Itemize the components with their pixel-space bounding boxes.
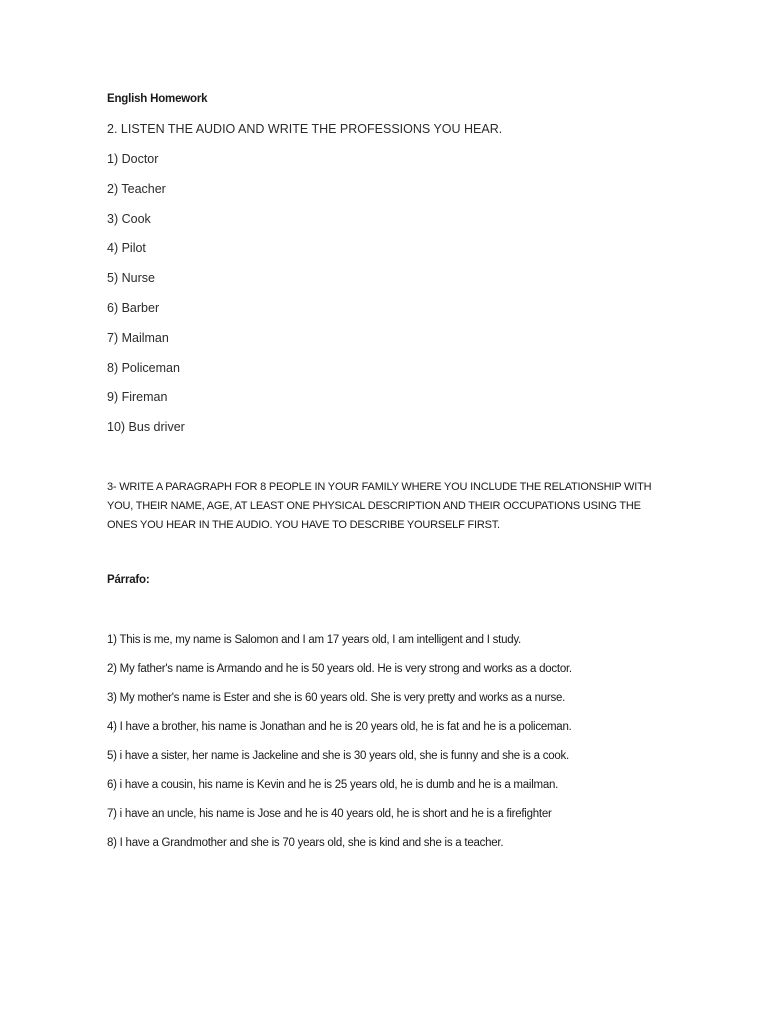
list-item: 5) Nurse: [107, 271, 155, 286]
list-item: 3) Cook: [107, 211, 151, 226]
list-item: 4) Pilot: [107, 241, 146, 256]
list-item: 6) i have a cousin, his name is Kevin and he is 25 years old, he is dumb and he is a mailman.: [107, 779, 559, 791]
list-item: 6) Barber: [107, 300, 160, 315]
list-item: 4) I have a brother, his name is Jonathan and he is 20 years old, he is fat and he is a policeman.: [107, 721, 572, 733]
list-item: 10) Bus driver: [107, 420, 185, 435]
list-item: 2) Teacher: [107, 181, 166, 196]
list-item: 8) Policeman: [107, 360, 180, 375]
paragraphs-list: [107, 632, 572, 864]
list-item: 2) My father's name is Armando and he is 50 years old. He is very strong and works as a doctor.: [107, 663, 572, 675]
parrafo-label: Párrafo:: [107, 574, 150, 586]
list-item: 5) i have a sister, her name is Jackeline and she is 30 years old, she is funny and she is a cook.: [107, 750, 569, 762]
question-2-heading: 2. LISTEN THE AUDIO AND WRITE THE PROFESSIONS YOU HEAR.: [107, 122, 503, 136]
list-item: 8) I have a Grandmother and she is 70 years old, she is kind and she is a teacher.: [107, 837, 504, 849]
list-item: 9) Fireman: [107, 390, 168, 405]
list-item: 1) Doctor: [107, 152, 159, 166]
question-3-heading: 3- WRITE A PARAGRAPH FOR 8 PEOPLE IN YOUR FAMILY WHERE YOU INCLUDE THE RELATIONSHIP WITH YOU, THEIR NAME, AGE, AT LEAST ONE PHYSICAL DESCRIPTION AND THEIR OCCUPATIONS USING THE ONES YOU HEAR IN THE AUDIO. YOU HAVE TO DESCRIBE YOURSELF FIRST.: [107, 481, 652, 531]
list-item: 7) i have an uncle, his name is Jose and he is 40 years old, he is short and he is a firefighter: [107, 808, 552, 820]
list-item: 3) My mother's name is Ester and she is 60 years old. She is very pretty and works as a nurse.: [107, 692, 566, 704]
list-item: 1) This is me, my name is Salomon and I am 17 years old, I am intelligent and I study.: [107, 634, 521, 646]
list-item: 7) Mailman: [107, 330, 169, 345]
professions-list: [107, 151, 185, 449]
document-title: English Homework: [107, 93, 208, 105]
